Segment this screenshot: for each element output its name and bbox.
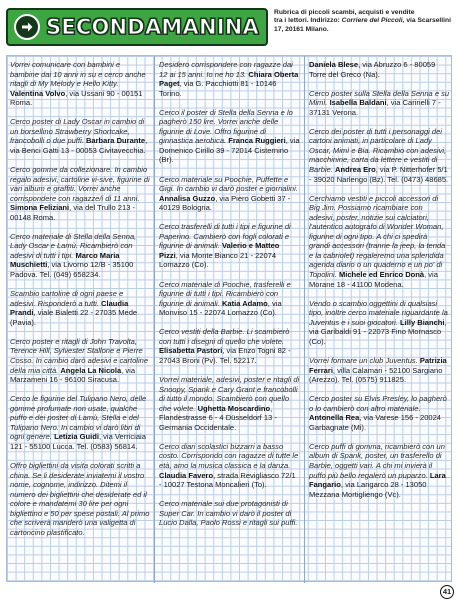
ad-author: Katia Adamo (221, 298, 268, 308)
ad-message: Cerco trasferelli di tutti i tipi e figurine di Paperino. Cambierò con fogli colorati e figurine di animali. (159, 222, 291, 251)
classified-ad (10, 232, 150, 280)
caption-line-2: tra i lettori. Indirizzo: (274, 17, 340, 25)
classified-ad (10, 165, 150, 222)
ad-address: , via Enzo Togni 82 - 27043 Broni (Pv). Tel. 52217. (159, 346, 291, 365)
ad-address: , via Monviso 15 - 22074 Lomazzo (Co). (159, 298, 282, 318)
column-3 (309, 56, 450, 583)
classified-ad (309, 194, 450, 289)
classified-ad (10, 60, 150, 108)
ad-address: , strada Revigliasco 72/1 - 10027 Testona Moncalieri (To). (159, 470, 296, 490)
section-banner (6, 8, 268, 46)
classified-ad (309, 60, 450, 79)
section-title: SECONDAMANINA (46, 15, 259, 39)
caption-emphasis: Corriere dei Piccoli, (341, 17, 405, 25)
classified-ad (159, 280, 300, 318)
ad-address: , via Morane 18 - 41100 Modena. (309, 270, 438, 289)
classified-ad (159, 375, 300, 432)
ad-author: Marco Maria Muschietti (10, 250, 120, 270)
classifieds-grid (6, 55, 452, 582)
ad-author: Claudia Prandi (10, 298, 129, 318)
ad-address: , via P. Nitterhofer 5/1 - 39020 Narlengo (Bz). Tel. (0473) 48685. (309, 165, 449, 184)
ad-message: Cerco materiale di Stella della Senna, Lady Oscar e Lamù. Ricambierò con adesivi di tutti i tipi. (10, 231, 137, 260)
column-1 (10, 56, 150, 583)
ad-message: Vorrei comunicare con bambini e bambine dai 10 anni in su e cerco anche ritagli di My Melody e Hello Kitty. (10, 60, 146, 89)
ad-message: Offro bigliettini da visita colorati scritti a china. Se li desiderate inviatemi il vostro nome, cognome, indirizzo. Ditemi il numero dei bigliettini che desiderate ed il colore e mandatemi 30 lire per ogni bigliettino e 50 per spese postali. Al primo che scriverà manderò una valigetta di cartoncino plastificato. (10, 460, 150, 537)
ad-message: Vendo o scambio oggettini di qualsiasi tipo, inoltre cerco materiale riguardante la Juventus e i suoi giocatori. (309, 298, 448, 327)
column-divider (154, 56, 155, 583)
ad-message: Cerco poster su Elvis Presley, lo pagherò o lo cambierò con altro materiale. (309, 394, 447, 413)
ad-author: Isabella Baldani (329, 98, 387, 108)
ad-message: Cerco puffi di gomma, ricambierò con un album di Spank, poster, un trasferello di Barbie, oggetti vari. A chi mi invierà il puffo più bello regalerò un puparzo. (309, 441, 445, 480)
ad-message: Desidero corrispondere con ragazze dai 12 ai 15 anni. Io ne ho 13. (159, 60, 293, 79)
ad-author: Valerio e Matteo Pizzi (159, 241, 280, 260)
ad-message: Vorrei materiale, adesivi, poster e ritagli di Snoopy, Spank e Cary Grant e francobolli di tutto il mondo. Scambierò con quello che volete. (159, 375, 300, 413)
ad-address: , via Monte Bianco 21 - 22074 Lomazzo (Co). (159, 250, 277, 270)
ad-address: , via Langarco 28 - 13050 Mezzana Mortigliengo (Vc). (309, 480, 427, 499)
classified-ad (159, 499, 300, 528)
header-caption (274, 9, 459, 34)
classified-ad (159, 60, 300, 98)
caption-line-1: Rubrica di piccoli scambi, acquisti e vendite (274, 9, 415, 16)
ad-message: Cerchiamo vestiti e piccoli accessori di Big Jim. Possiamo ricambiare con adesivi, poster, notizie sui calciatori, l'autentico autografo di Wonder Woman, figurine di ogni tipo. A chi ci spedirà grandi accessori (tranne la jeep, la tenda e la cabriolet) regaleremo una splendida agenda diario o un quaderno e un po' di Topolini. (309, 193, 446, 280)
ad-address: , via Varese 156 - 20024 Garbagnate (Mi). (309, 413, 441, 432)
caption-line-3: via Scarsellini 17, 20161 Milano. (274, 17, 451, 33)
classified-ad (159, 327, 300, 365)
ad-message: Vorrei formare un club Juventus. (309, 355, 418, 365)
classified-ad (159, 222, 300, 270)
ad-message: Cerco poster e ritagli di John Travolta, Terence Hill, Sylvester Stallone e Pierre Cosso. In cambio darò adesivi e cartoline della mia città. (10, 336, 149, 375)
classified-ad (159, 175, 300, 213)
ad-address: , via Marzameni 16 - 96100 Siracusa. (10, 365, 136, 385)
ad-message: Cerco dei poster di tutti i personaggi dei cartoni animati, in particolare di Lady Oscar, Mimì e Bia. Ricambio con adesivi, macchinine, carta da lettere e vestiti di Barbie. (309, 126, 447, 175)
ad-author: Andrea Ero (335, 165, 376, 175)
ad-author: Angela La Nicola (60, 365, 122, 375)
classified-ad (309, 356, 450, 385)
right-arrow-icon (14, 14, 40, 40)
classified-ad (309, 442, 450, 499)
ad-author: Valentina Volvo (10, 88, 66, 98)
page-header (6, 8, 456, 48)
ad-address: , via Piero Gobetti 37 - 40129 Bologna. (159, 193, 291, 213)
classified-ad (10, 289, 150, 327)
ad-author: Lilly Bianchi (400, 317, 445, 327)
ad-author: Barbara Durante (85, 136, 146, 146)
classified-ad (309, 394, 450, 432)
column-divider (304, 56, 305, 583)
ad-address: , via del Trullo 213 - 00148 Roma. (10, 203, 135, 222)
ad-author: Ughetta Moscardino (197, 403, 271, 413)
ad-author: Letizia Guidi (54, 432, 99, 442)
ad-author: Michele ed Enrico Donà (338, 270, 425, 280)
ad-address: , Flandestrasse 6 - 4 Düsseldorf 13 - Germania Occidentale. (159, 403, 277, 432)
ad-message: Cerco materiale su Poochie, Puffette e Gigi. In cambio vi darò poster e giornalini. (159, 174, 298, 194)
ad-author: Patrizia Ferrari (309, 355, 447, 375)
ad-message: Cerco poster di Lady Oscar in cambio di un borsellino Strawberry Shortcake, francobolli o due puffi. (10, 117, 145, 146)
ad-address: , via Abruzzo 6 - 80059 Torre del Greco (Na). (309, 60, 436, 79)
ad-message: Cerco materiale sui due protagonisti di Super Car. In cambio vi darò il poster di Lucio Dalla, Paolo Rossi e ritagli sui puffi. (159, 499, 298, 528)
ad-author: Lara Fangario (309, 470, 446, 490)
ad-author: Antonella Rea (309, 413, 360, 423)
ad-message: Cerco poster sulla Stella della Senna e su Mimì. (309, 88, 450, 108)
ad-author: Franca Ruggieri (228, 136, 286, 146)
classified-ad (309, 127, 450, 184)
classified-ad (10, 337, 150, 385)
ad-address: , via G. Pacchiotti 81 - 10146 Torino. (159, 79, 277, 98)
ad-author: Daniela Blese (309, 60, 359, 69)
ad-address: , via Verriciaia 121 - 55100 Lucca. Tel. (0583) 56814. (10, 432, 146, 451)
page-number: 41 (440, 585, 454, 599)
ad-message: Cerco diari scolastici bizzarri a basso costo. Corrispondo con ragazze di tutte le età, amo la musica classica e la danza. (159, 441, 299, 470)
ad-address: , via Garibaldi 91 - 22073 Fino Mornasco (Co). (309, 317, 447, 346)
ad-message: Cerco vestiti della Barbie. Li scambierò con tutti i disegni di quello che volete. (159, 327, 290, 346)
ad-author: Annalisa Guzzo (159, 193, 216, 203)
ad-author: Chiara Oberta Paget (159, 69, 299, 89)
classified-ad (159, 442, 300, 490)
ad-message: Cerco gomme da collezionare. In cambio regalo adesivi, cartoline vi-sive, figurine di vari album e graffiti. Vorrei anche corrispondere con ragazze/i di 11 anni. (10, 165, 150, 203)
ad-author: Simona Feliziani (10, 203, 70, 213)
ad-author: Elisabetta Pastori (159, 346, 223, 356)
ad-address: , via Domenico Cirillo 39 - 72014 Cisternino (Br). (159, 136, 300, 165)
classified-ad (10, 394, 150, 451)
ad-address: , villa Calamari - 52100 Sargiano (Arezzo). Tel. (0575) 911825. (309, 365, 443, 385)
column-2 (159, 56, 300, 583)
ad-address: , via Benci Gatti 13 - 00053 Civitavecchia. (10, 136, 148, 155)
classified-ad (309, 89, 450, 118)
ad-message: Cerco materiale di Poochie, trasferelli e figurine di tutti i tipi. Ricambierò con figurine di animali. (159, 279, 291, 308)
ad-address: , via Livorno 12/B - 35100 Padova. Tel. (049) 658234. (10, 260, 134, 280)
ad-address: , viale Bialetti 22 - 27035 Mede (Pavia). (10, 308, 138, 327)
classified-ad (10, 117, 150, 155)
ad-address: , via Carinelli 7 - 37131 Verona. (309, 98, 441, 117)
ad-message: Cerco le figurine del Tulipano Nero, delle gomme profumate non usate, qualche puffo e dei poster di Lamù, Stella e del Tulipano Nero. In cambio vi darò libri di ogni genere. (10, 394, 147, 442)
classified-ad (159, 108, 300, 165)
classified-ad (10, 461, 150, 537)
ad-address: , via Ussani 90 - 00151 Roma. (10, 88, 143, 108)
ad-message: Scambio cartoline di ogni paese e adesivi. Risponderò a tutti. (10, 289, 124, 308)
ad-message: Cerco il poster di Stella della Senna e lo pagherò 150 lire. Vorrei anche delle figurine di Love. Offro figurine di ginnastica aerobica. (159, 107, 293, 146)
ad-author: Claudia Favero (159, 470, 214, 480)
classified-ad (309, 299, 450, 347)
